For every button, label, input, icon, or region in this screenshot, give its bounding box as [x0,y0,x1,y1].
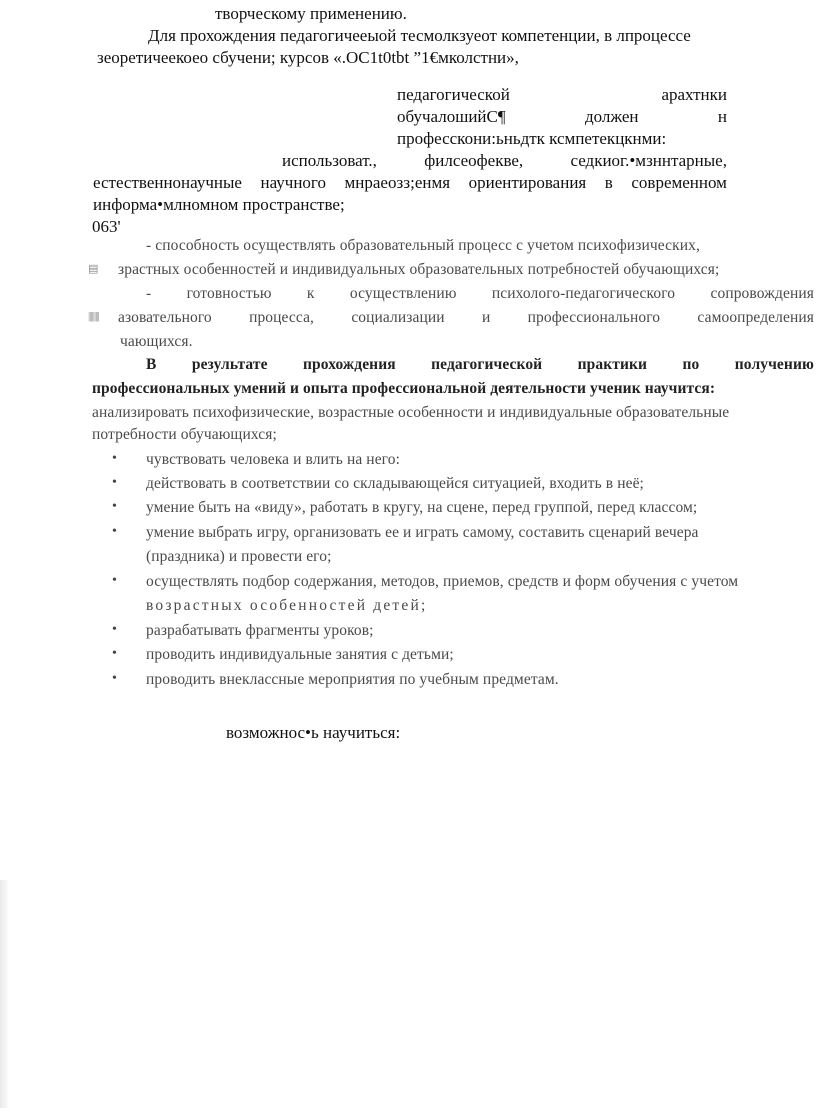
dash-item-1-line-b: зрастных особенностей и индивидуальных образовательных потребностей обучающихся; [118,261,720,278]
indented-row-2: обучалошийС¶ должен н [397,107,727,126]
bullet-item-8: проводить внеклассные мероприятия по учебным предметам. [146,671,559,688]
margin-mark-2: ||||||||| [88,310,99,322]
bullet-marker: • [112,671,117,686]
bullet-item-5-line-a: осуществлять подбор содержания, методов, приемов, средств и форм обучения с учетом [146,573,739,590]
indented-row-4: использоват., филсеофекве, седкиог.•мзннтарные, [282,151,727,170]
bullet-item-6: разрабатывать фрагменты уроков; [146,622,374,639]
bullet-item-4-line-b: (праздника) и провести его; [146,548,332,565]
result-heading-line-b: профессиональных умений и опыта профессиональной деятельности ученик научится: [92,380,716,397]
bullet-marker: • [112,524,117,539]
dash-item-1-line-a: - способность осуществлять образовательный процесс с учетом психофизических, [146,237,700,254]
opportunity-heading: возможнос•ь научиться: [226,723,401,742]
analyze-line-b: потребности обучающихся; [92,426,277,443]
bullet-marker: • [112,573,117,588]
dash-item-2-line-c: чающихся. [120,333,193,350]
bullet-marker: • [112,499,117,514]
bullet-item-5-line-b: возрастных особенностей детей; [146,597,428,614]
result-heading-line-a: В результате прохождения педагогической практики по получению [146,356,814,373]
bullet-marker: • [112,622,117,637]
bullet-marker: • [112,646,117,661]
dash-item-2-line-a: - готовностью к осуществлению психолого-педагогического сопровождения [146,285,814,302]
indented-row-6: информа•млномном пространстве; [93,195,345,214]
margin-mark-1: ▤ [88,263,98,275]
text-line-2: Для прохождения педагогичееыой тесмолкзуеот компетенции, в лпроцессе [148,26,691,45]
indented-row-1: педагогической арахтнки [397,85,727,104]
analyze-line-a: анализировать психофизические, возрастные особенности и индивидуальные образовательные [92,404,730,421]
bullet-item-7: проводить индивидуальные занятия с детьми; [146,646,454,663]
bullet-item-1: чувствовать человека и влить на него: [146,451,401,468]
bullet-item-3: умение быть на «виду», работать в кругу, на сцене, перед группой, перед классом; [146,499,698,516]
indented-row-3: професскони:ьньдтк ксмпетекцкнми: [397,129,667,148]
indented-row-5: естественнонаучные научного мнраеозз;енмя ориентирования в современном [93,173,727,192]
bullet-item-2: действовать в соответствии со складывающейся ситуацией, входить в неё; [146,475,644,492]
code-label: 063' [92,217,121,236]
dash-item-2-line-b: азовательного процесса, социализации и профессионального самоопределения [118,309,814,326]
bullet-marker: • [112,451,117,466]
bullet-marker: • [112,475,117,490]
scan-edge-shadow [0,880,10,1108]
text-line-1: творческому применению. [215,4,407,23]
bullet-item-4-line-a: умение выбрать игру, организовать ее и играть самому, составить сценарий вечера [146,524,699,541]
text-line-3: зеоретичеекоео сбучени; курсов «.OC1t0tbt ”1€мколстни», [97,48,519,67]
